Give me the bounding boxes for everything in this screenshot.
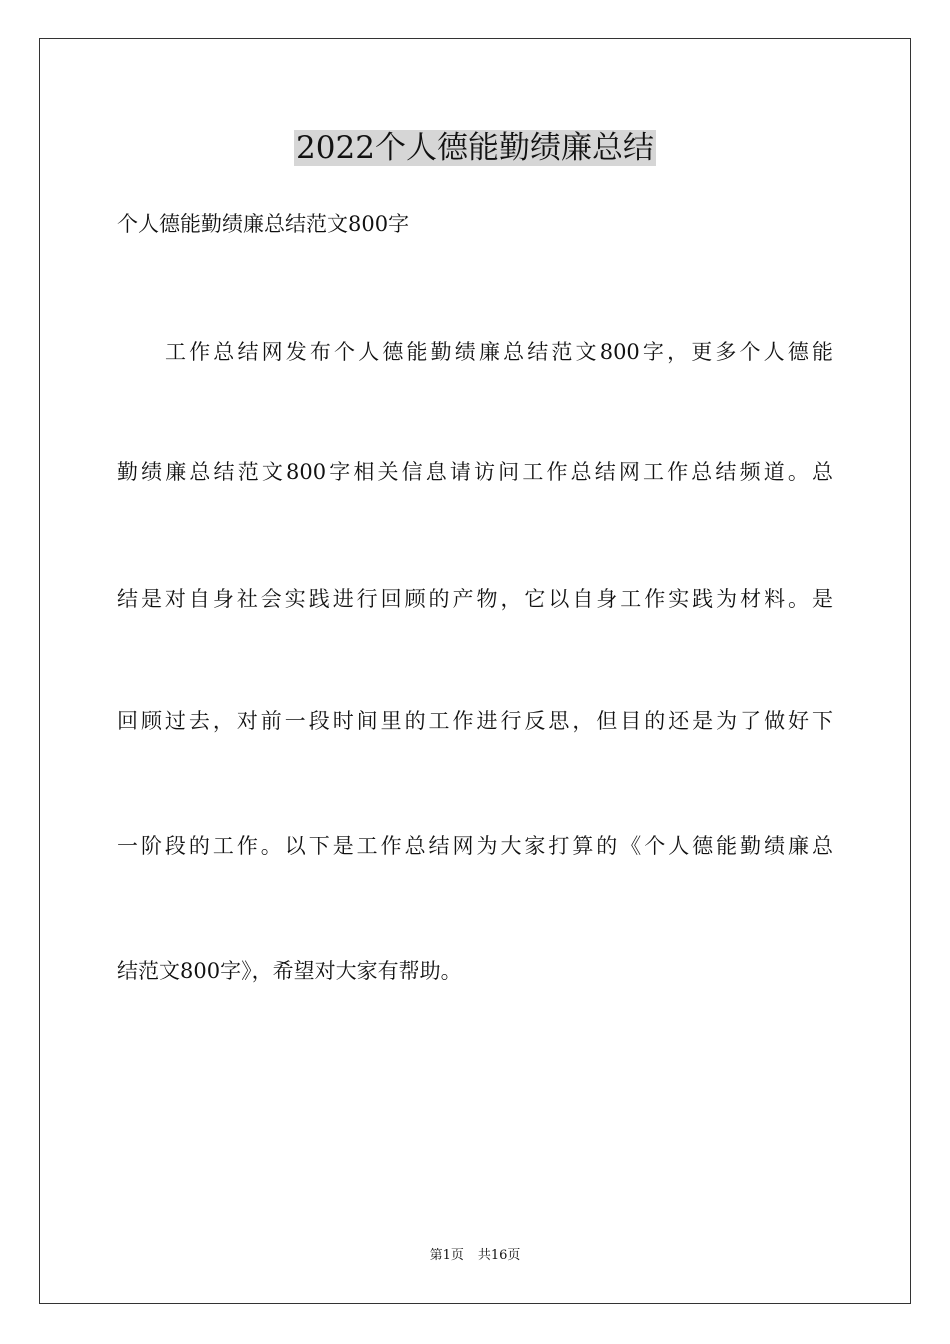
paragraph-line-4: 回顾过去，对前一段时间里的工作进行反思，但目的还是为了做好下 (117, 709, 833, 733)
page-footer (0, 1246, 950, 1266)
paragraph-line-2: 勤绩廉总结范文800字相关信息请访问工作总结网工作总结频道。总 (117, 460, 833, 484)
paragraph-line-6: 结范文800字》，希望对大家有帮助。 (117, 959, 462, 983)
page-total: 共16页 (477, 1248, 521, 1263)
document-title-text: 2022个人德能勤绩廉总结 (296, 130, 654, 166)
document-title (0, 124, 950, 172)
page-number: 第1页 (429, 1248, 464, 1263)
document-subtitle: 个人德能勤绩廉总结范文800字 (117, 212, 410, 236)
paragraph-line-5: 一阶段的工作。以下是工作总结网为大家打算的《个人德能勤绩廉总 (117, 834, 833, 858)
paragraph-line-3: 结是对自身社会实践进行回顾的产物，它以自身工作实践为材料。是 (117, 587, 833, 611)
paragraph-line-1: 工作总结网发布个人德能勤绩廉总结范文800字，更多个人德能 (165, 340, 833, 364)
